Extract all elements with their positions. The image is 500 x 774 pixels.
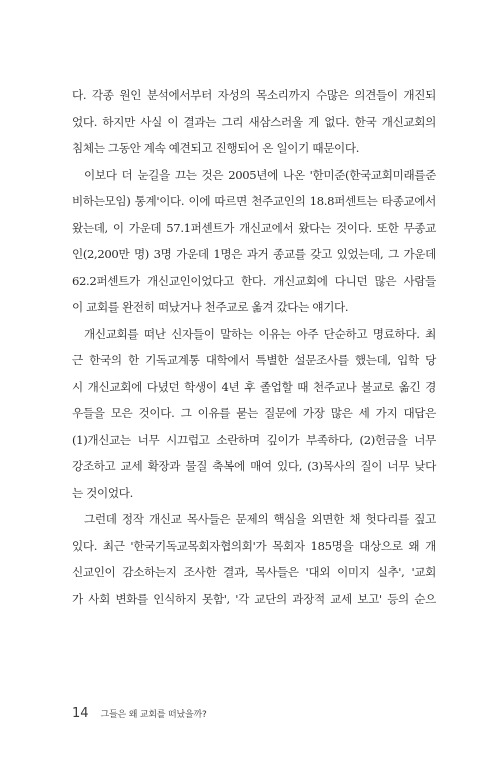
- text-line: 왔는데, 이 가운데 57.1퍼센트가 개신교에서 왔다는 것이다. 또한 무종교: [72, 220, 436, 235]
- text-line: 있다. 최근 '한국기독교목회자협의회'가 목회자 185명을 대상으로 왜 개: [72, 538, 436, 553]
- text-line: 62.2퍼센트가 개신교인이었다고 한다. 개신교회에 다니던 많은 사람들: [72, 273, 436, 288]
- text-line: 이 교회를 완전히 떠났거나 천주교로 옮겨 갔다는 얘기다.: [72, 300, 349, 314]
- text-line: (1)개신교는 너무 시끄럽고 소란하며 깊이가 부족하다, (2)헌금을 너무: [72, 432, 436, 447]
- text-line: 우들을 모은 것이다. 그 이유를 묻는 질문에 가장 많은 세 가지 대답은: [72, 406, 436, 420]
- text-line: 는 것이었다.: [72, 485, 133, 500]
- running-title: 그들은 왜 교회를 떠났을까?: [100, 710, 207, 720]
- text-line: 그런데 정작 개신교 목사들은 문제의 핵심을 외면한 채 헛다리를 짚고: [84, 512, 436, 526]
- paragraph-4: [72, 506, 436, 612]
- page-footer: [72, 706, 207, 726]
- paragraph-2: [72, 162, 436, 321]
- body-text: [72, 82, 436, 612]
- text-line: 강조하고 교세 확장과 물질 축복에 매여 있다, (3)목사의 질이 너무 낮다: [72, 459, 436, 473]
- text-line: 가 사회 변화를 인식하지 못함', '각 교단의 과장적 교세 보고' 등의 순으: [72, 591, 436, 606]
- text-line: 침체는 그동안 계속 예견되고 진행되어 온 일이기 때문이다.: [72, 141, 360, 155]
- text-line: 다. 각종 원인 분석에서부터 자성의 목소리까지 수많은 의견들이 개진되: [72, 88, 436, 102]
- paragraph-1: [72, 82, 436, 162]
- paragraph-3: [72, 321, 436, 507]
- text-line: 개신교회를 떠난 신자들이 말하는 이유는 아주 단순하고 명료하다. 최: [84, 326, 436, 341]
- text-line: 신교인이 감소하는지 조사한 결과, 목사들은 '대외 이미지 실추', '교회: [72, 565, 436, 579]
- text-line: 었다. 하지만 사실 이 결과는 그리 새삼스러울 게 없다. 한국 개신교회의: [72, 114, 436, 129]
- text-line: 근 한국의 한 기독교계통 대학에서 특별한 설문조사를 했는데, 입학 당: [72, 353, 436, 367]
- text-line: 시 개신교회에 다녔던 학생이 4년 후 졸업할 때 천주교나 불교로 옮긴 경: [72, 379, 436, 394]
- text-line: 이보다 더 눈길을 끄는 것은 2005년에 나온 '한미준(한국교회미래를준: [84, 167, 436, 182]
- text-line: 비하는모임) 통계'이다. 이에 따르면 천주교인의 18.8퍼센트는 타종교에서: [72, 194, 436, 208]
- page-number: 14: [72, 706, 89, 721]
- text-line: 인(2,200만 명) 3명 가운데 1명은 과거 종교를 갖고 있었는데, 그 가운데: [72, 247, 436, 261]
